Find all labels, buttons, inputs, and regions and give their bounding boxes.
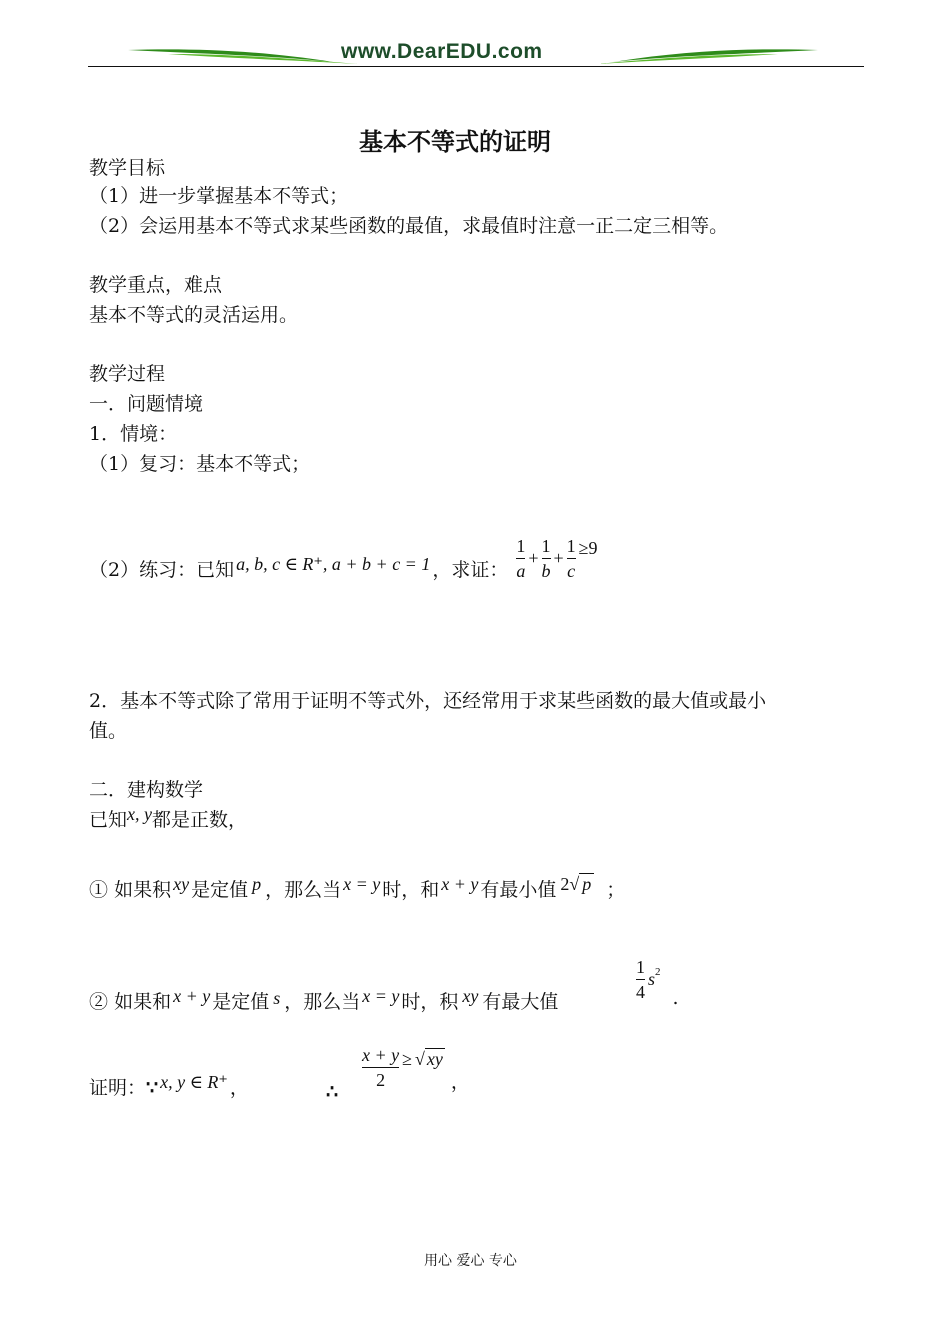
exercise-prefix: （2）练习：已知 xyxy=(89,559,235,581)
geq-nine: ≥9 xyxy=(578,538,598,558)
frac-num: x + y xyxy=(362,1045,400,1065)
known-suffix: 都是正数， xyxy=(152,809,248,831)
objective-2: （2）会运用基本不等式求某些函数的最值，求最值时注意一正二定三相等。 xyxy=(89,215,729,237)
para2-line1: 2．基本不等式除了常用于证明不等式外，还经常用于求某些函数的最大值或最小 xyxy=(89,690,767,712)
frac-x-plus-y-over-2 xyxy=(362,1044,399,1091)
radical-icon: √ xyxy=(569,874,580,894)
situation-heading: 1．情境： xyxy=(89,423,178,445)
sqrt-radicand: p xyxy=(579,873,594,894)
because-icon: ∵ xyxy=(146,1077,159,1099)
plus-sign: + xyxy=(528,548,539,568)
frac-num: 1 xyxy=(566,535,576,556)
item1-m3: x = y xyxy=(343,874,381,894)
item2-t4: 时，积 xyxy=(401,991,459,1013)
known-prefix: 已知 xyxy=(89,809,128,831)
part1-heading: 一．问题情境 xyxy=(89,393,204,415)
therefore-icon: ∴ xyxy=(326,1081,339,1103)
header-rule xyxy=(88,66,864,67)
item2-m3: x = y xyxy=(362,986,400,1006)
item2-m4: xy xyxy=(462,986,479,1006)
radical-icon: √ xyxy=(415,1049,425,1069)
page-title: 基本不等式的证明 xyxy=(359,128,551,156)
known-vars: x, y xyxy=(127,804,152,824)
item2-m1: x + y xyxy=(173,986,211,1006)
proof-end: ， xyxy=(450,1070,470,1093)
frac-den: c xyxy=(567,560,576,581)
frac-num: 1 xyxy=(516,535,526,556)
known-line xyxy=(89,804,248,832)
item2-t6: . xyxy=(672,986,679,1009)
proof-comma: ， xyxy=(229,1077,249,1099)
item2-m2: s xyxy=(273,988,281,1008)
item1-t3: ，那么当 xyxy=(265,879,342,901)
item1-m2: p xyxy=(252,874,262,894)
key-heading: 教学重点，难点 xyxy=(89,274,223,296)
page-footer: 用心 爱心 专心 xyxy=(424,1253,517,1269)
sqrt-xy xyxy=(415,1049,445,1070)
item-1 xyxy=(89,874,626,902)
key-text: 基本不等式的灵活运用。 xyxy=(89,304,299,326)
exercise-line xyxy=(89,535,598,600)
frac-1-over-b xyxy=(542,535,551,582)
process-heading: 教学过程 xyxy=(89,363,166,385)
frac-den: a xyxy=(516,560,526,581)
geq-sign: ≥ xyxy=(402,1049,413,1069)
exercise-inequality xyxy=(516,535,597,582)
item2-t3: ，那么当 xyxy=(284,991,361,1013)
review-line: （1）复习：基本不等式； xyxy=(89,453,311,475)
para2-line2: 值。 xyxy=(89,720,128,742)
frac-den: 4 xyxy=(636,982,645,1002)
item2-t1: 如果和 xyxy=(114,991,172,1013)
item1-t6: ； xyxy=(606,879,626,901)
proof-label: 证明： xyxy=(89,1077,147,1099)
circle-1: ① xyxy=(89,879,109,901)
part2-heading: 二．建构数学 xyxy=(89,779,204,801)
frac-num: 1 xyxy=(636,957,645,977)
frac-den: 2 xyxy=(376,1070,386,1090)
objective-1: （1）进一步掌握基本不等式； xyxy=(89,185,349,207)
item-2 xyxy=(89,986,559,1014)
item1-t1: 如果积 xyxy=(114,879,172,901)
frac-den: b xyxy=(541,560,551,581)
item1-t4: 时，和 xyxy=(382,879,440,901)
item2-t2: 是定值 xyxy=(212,991,270,1013)
plus-sign: + xyxy=(553,548,564,568)
item1-sqrt xyxy=(560,873,594,895)
objectives-heading: 教学目标 xyxy=(89,157,166,179)
item2-quarter-s-squared xyxy=(636,956,679,1009)
proof-line xyxy=(89,1072,249,1100)
item2-s: s xyxy=(648,969,656,989)
exercise-condition: a, b, c ∈ R⁺, a + b + c = 1 xyxy=(236,554,431,574)
item1-t5: 有最小值 xyxy=(480,879,557,901)
item1-m4: x + y xyxy=(441,874,479,894)
header-logo: www.DearEDU.com xyxy=(341,40,543,63)
sqrt-radicand: xy xyxy=(426,1049,443,1069)
frac-1-over-c xyxy=(567,535,576,582)
item1-t2: 是定值 xyxy=(191,879,249,901)
item1-m1: xy xyxy=(173,874,190,894)
frac-one-quarter xyxy=(636,956,645,1003)
exercise-mid: ，求证： xyxy=(432,559,509,581)
header-banner xyxy=(88,36,864,68)
amgm-inequality xyxy=(362,1044,470,1091)
proof-cond: x, y ∈ R⁺ xyxy=(160,1072,228,1092)
item2-exponent: 2 xyxy=(655,965,661,978)
circle-2: ② xyxy=(89,991,109,1013)
item2-t5: 有最大值 xyxy=(482,991,559,1013)
sqrt-coef: 2 xyxy=(560,874,570,894)
frac-num: 1 xyxy=(541,535,551,556)
frac-1-over-a xyxy=(516,535,525,582)
